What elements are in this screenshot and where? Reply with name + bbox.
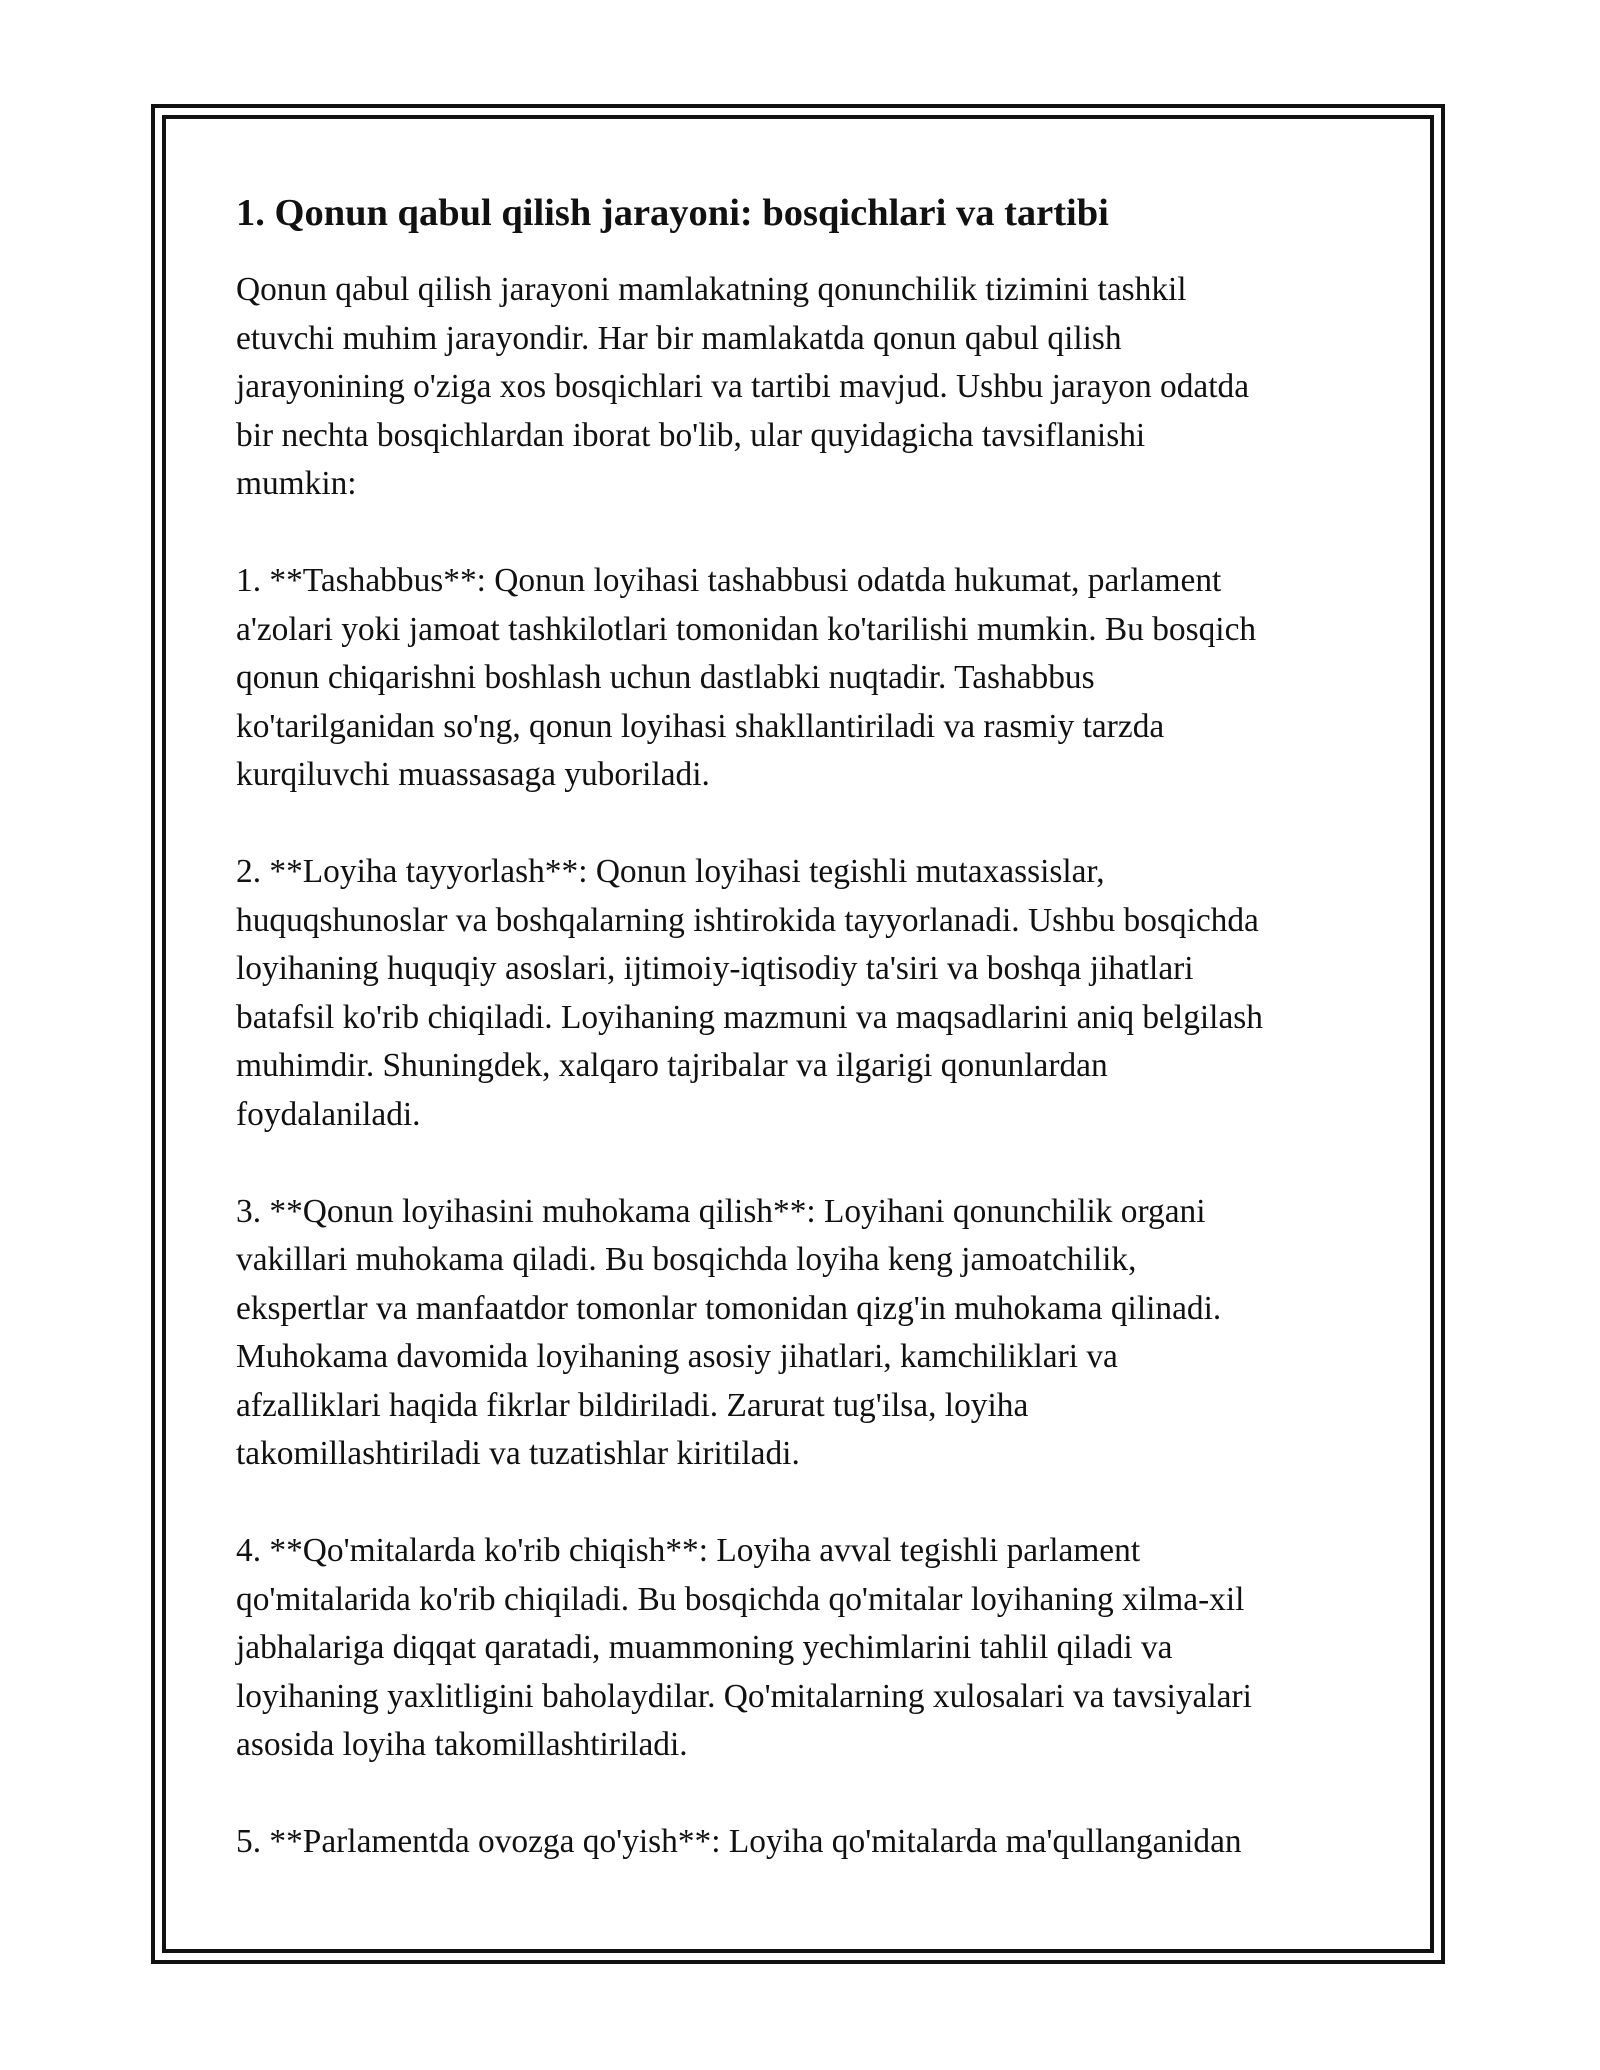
text-line: kurqiluvchi muassasaga yuboriladi. bbox=[236, 756, 710, 794]
text-line: Muhokama davomida loyihaning asosiy jihatlari, kamchiliklari va bbox=[236, 1338, 1118, 1376]
text-line: 2. **Loyiha tayyorlash**: Qonun loyihasi tegishli mutaxassislar, bbox=[236, 852, 1105, 890]
text-line: afzalliklari haqida fikrlar bildiriladi. Zarurat tug'ilsa, loyiha bbox=[236, 1386, 1029, 1424]
text-line: Qonun qabul qilish jarayoni mamlakatning qonunchilik tizimini tashkil bbox=[236, 271, 1187, 308]
text-line: jarayonining o'ziga xos bosqichlari va tartibi mavjud. Ushbu jarayon odatda bbox=[236, 368, 1250, 406]
step-paragraph-4 bbox=[236, 1527, 1366, 1770]
text-line: asosida loyiha takomillashtiriladi. bbox=[236, 1726, 688, 1764]
text-line: 5. **Parlamentda ovozga qo'yish**: Loyiha qo'mitalarda ma'qullanganidan bbox=[236, 1823, 1242, 1861]
text-line: etuvchi muhim jarayondir. Har bir mamlakatda qonun qabul qilish bbox=[236, 319, 1122, 357]
step-paragraph-5 bbox=[236, 1818, 1366, 1867]
text-line: a'zolari yoki jamoat tashkilotlari tomonidan ko'tarilishi mumkin. Bu bosqich bbox=[236, 610, 1257, 648]
text-line: jabhalariga diqqat qaratadi, muammoning yechimlarini tahlil qiladi va bbox=[236, 1629, 1173, 1667]
text-line: loyihaning huquqiy asoslari, ijtimoiy-iqtisodiy ta'siri va boshqa jihatlari bbox=[236, 950, 1194, 988]
text-line: 3. **Qonun loyihasini muhokama qilish**: Loyihani qonunchilik organi bbox=[236, 1192, 1206, 1230]
text-line: 1. **Tashabbus**: Qonun loyihasi tashabbusi odatda hukumat, parlament bbox=[236, 561, 1222, 599]
text-line: ko'tarilganidan so'ng, qonun loyihasi shakllantiriladi va rasmiy tarzda bbox=[236, 707, 1165, 745]
step-paragraph-3 bbox=[236, 1188, 1366, 1480]
text-line: 4. **Qo'mitalarda ko'rib chiqish**: Loyiha avval tegishli parlament bbox=[236, 1532, 1141, 1570]
text-line: muhimdir. Shuningdek, xalqaro tajribalar va ilgarigi qonunlardan bbox=[236, 1047, 1108, 1085]
text-line: mumkin: bbox=[236, 465, 357, 503]
step-paragraph-2 bbox=[236, 848, 1366, 1140]
text-line: qo'mitalarida ko'rib chiqiladi. Bu bosqichda qo'mitalar loyihaning xilma-xil bbox=[236, 1580, 1245, 1618]
text-line: takomillashtiriladi va tuzatishlar kiritiladi. bbox=[236, 1435, 800, 1473]
document-title: 1. Qonun qabul qilish jarayoni: bosqichlari va tartibi bbox=[236, 192, 1109, 234]
intro-paragraph bbox=[236, 266, 1366, 509]
text-line: huquqshunoslar va boshqalarning ishtirokida tayyorlanadi. Ushbu bosqichda bbox=[236, 901, 1259, 939]
text-line: ekspertlar va manfaatdor tomonlar tomonidan qizg'in muhokama qilinadi. bbox=[236, 1289, 1222, 1327]
document-body bbox=[236, 188, 1366, 1915]
text-line: foydalaniladi. bbox=[236, 1095, 421, 1133]
text-line: loyihaning yaxlitligini baholaydilar. Qo'mitalarning xulosalari va tavsiyalari bbox=[236, 1677, 1252, 1715]
text-line: batafsil ko'rib chiqiladi. Loyihaning mazmuni va maqsadlarini aniq belgilash bbox=[236, 998, 1263, 1036]
text-line: qonun chiqarishni boshlash uchun dastlabki nuqtadir. Tashabbus bbox=[236, 659, 1095, 697]
step-paragraph-1 bbox=[236, 557, 1366, 800]
text-line: vakillari muhokama qiladi. Bu bosqichda loyiha keng jamoatchilik, bbox=[236, 1241, 1137, 1279]
text-line: bir nechta bosqichlardan iborat bo'lib, ular quyidagicha tavsiflanishi bbox=[236, 416, 1146, 454]
